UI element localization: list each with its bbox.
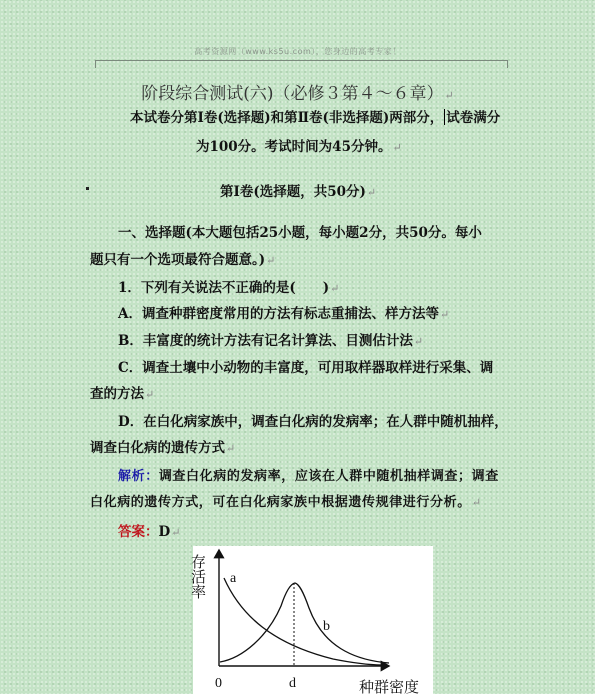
list-bullet [86,187,89,190]
option-c-line-1: C．调查土壤中小动物的丰富度，可用取样器取样进行采集、调 [118,360,494,376]
option-d-line-1: D．在白化病家族中，调查白化病的发病率；在人群中随机抽样， [118,414,508,430]
answer-value: D [158,524,171,540]
option-a: A．调查种群密度常用的方法有标志重捕法、样方法等↵ [118,306,450,322]
watermark: 高考资源网（www.ks5u.com），您身边的高考专家！ [194,47,401,56]
explanation-line-2: 白化病的遗传方式，可在白化病家族中根据遗传规律进行分析。↵ [90,495,482,510]
answer-label: 答案： [118,524,159,540]
option-d-line-2: 调查白化病的遗传方式↵ [90,440,236,456]
answer-line: 答案：D↵ [118,524,181,540]
explanation-label: 解析： [118,469,159,484]
question-stem: 1．下列有关说法不正确的是( )↵ [118,280,340,296]
intro-line-2: 为100分。考试时间为45分钟。↵ [196,139,402,155]
header-corner-right [507,60,518,68]
survival-density-figure [189,546,433,694]
section-title: 第Ⅰ卷(选择题，共50分)↵ [220,184,377,200]
instructions-line-2: 题只有一个选项最符合题意。)↵ [90,252,276,268]
explanation-line-1: 解析：调查白化病的发病率，应该在人群中随机抽样调查；调查 [118,469,499,484]
page-title: 阶段综合测试(六)（必修３第４～６章）↵ [141,84,454,104]
option-c-line-2: 查的方法↵ [90,386,155,402]
curve-b-label: b [323,619,330,634]
curve-b [220,583,389,663]
curve-a-label: a [230,571,237,586]
instructions-line-1: 一、选择题(本大题包括25小题，每小题2分，共50分。每小 [118,225,482,241]
intro-line-1: 本试卷分第Ⅰ卷(选择题)和第Ⅱ卷(非选择题)两部分， 试卷满分 [130,110,501,126]
y-axis-label: 存活率 [189,554,205,599]
curve-a [224,578,383,665]
header-corner-left [85,60,96,68]
origin-label: 0 [215,676,222,691]
option-b: B．丰富度的统计方法有记名计算法、目测估计法↵ [118,333,424,349]
header-rule [95,60,507,61]
d-tick-label: d [289,676,296,691]
x-axis-label: 种群密度 [359,680,420,694]
